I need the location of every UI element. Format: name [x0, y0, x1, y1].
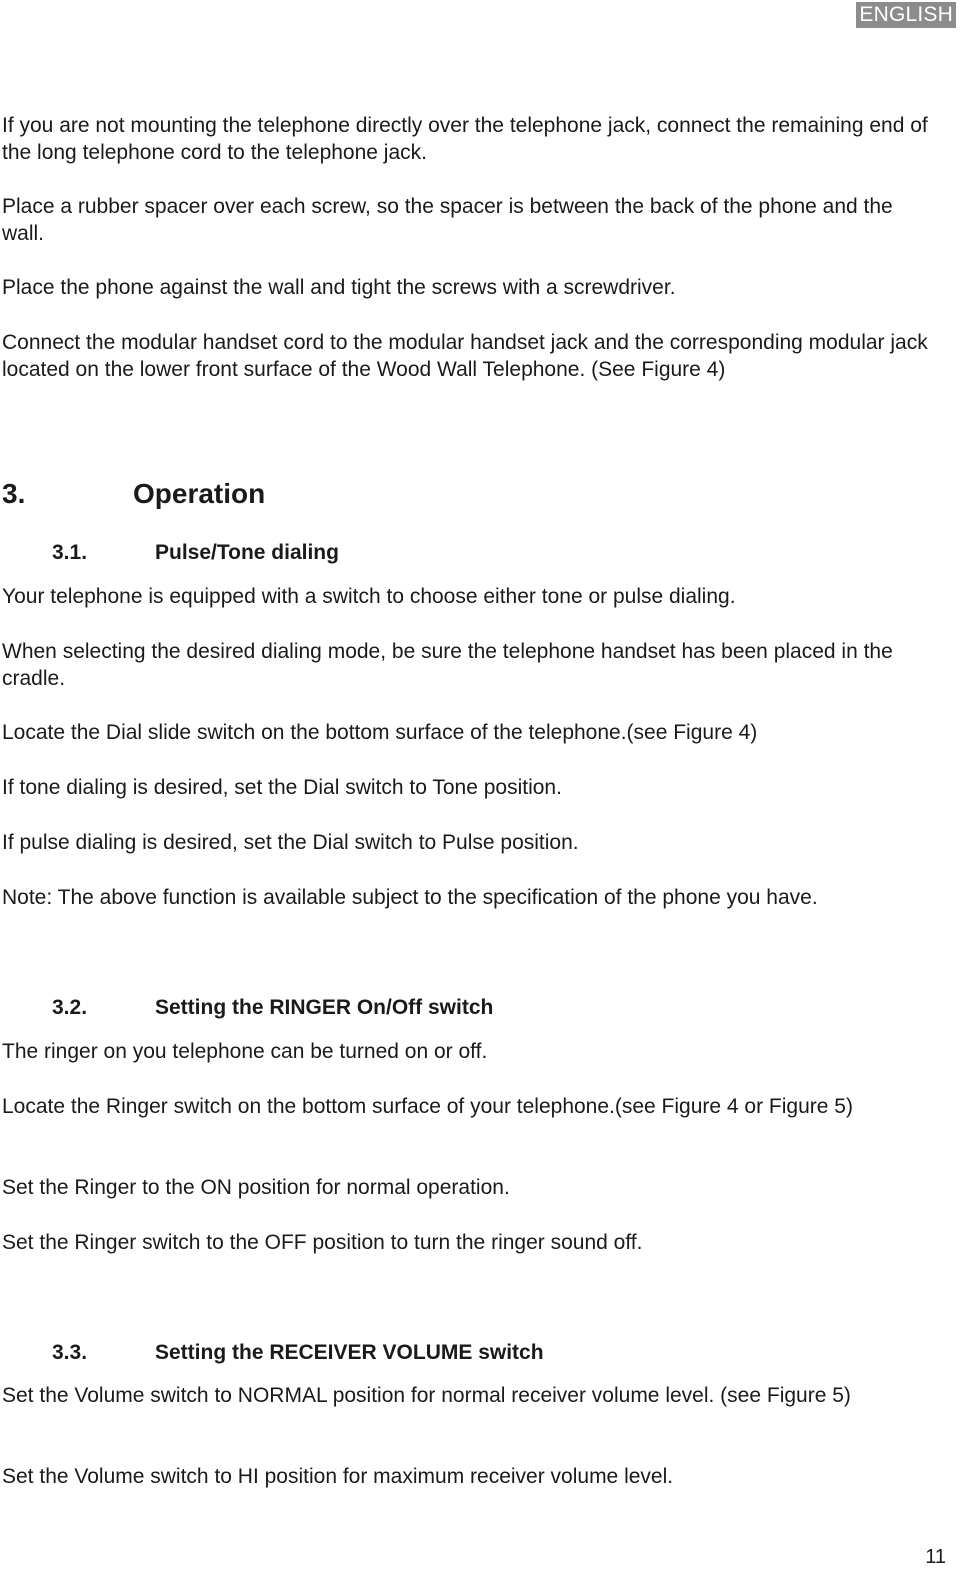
paragraph-tone-dialing: If tone dialing is desired, set the Dial switch to Tone position. [2, 776, 562, 799]
subsection-title: Setting the RINGER On/Off switch [155, 996, 494, 1019]
paragraph-ringer-intro: The ringer on you telephone can be turned on or off. [2, 1040, 488, 1063]
language-tag: ENGLISH [856, 2, 956, 28]
paragraph-ringer-on: Set the Ringer to the ON position for normal operation. [2, 1176, 510, 1199]
paragraph-handset-cradle: When selecting the desired dialing mode, be sure the telephone handset has been placed in the cradle. [2, 640, 893, 690]
paragraph-dial-switch-intro: Your telephone is equipped with a switch to choose either tone or pulse dialing. [2, 585, 736, 608]
section-title: Operation [133, 478, 266, 509]
subsection-title: Setting the RECEIVER VOLUME switch [155, 1341, 544, 1364]
subsection-title: Pulse/Tone dialing [155, 541, 339, 564]
paragraph-ringer-off: Set the Ringer switch to the OFF position to turn the ringer sound off. [2, 1231, 643, 1254]
section-heading-operation [2, 477, 265, 511]
subsection-heading-ringer [52, 994, 493, 1021]
paragraph-volume-normal: Set the Volume switch to NORMAL position for normal receiver volume level. (see Figure 5) [2, 1384, 851, 1407]
paragraph-locate-dial-switch: Locate the Dial slide switch on the bottom surface of the telephone.(see Figure 4) [2, 721, 758, 744]
page-number: 11 [925, 1546, 946, 1568]
subsection-number: 3.1. [52, 541, 88, 564]
paragraph-pulse-dialing: If pulse dialing is desired, set the Dial switch to Pulse position. [2, 831, 579, 854]
paragraph-volume-hi: Set the Volume switch to HI position for maximum receiver volume level. [2, 1465, 674, 1488]
paragraph-tighten-screws: Place the phone against the wall and tight the screws with a screwdriver. [2, 276, 676, 299]
paragraph-cord-connection: If you are not mounting the telephone directly over the telephone jack, connect the remaining end of the long telephone cord to the telephone jack. [2, 114, 928, 164]
paragraph-note: Note: The above function is available subject to the specification of the phone you have. [2, 886, 818, 909]
subsection-heading-pulse-tone [52, 539, 339, 566]
subsection-number: 3.3. [52, 1341, 88, 1364]
section-number: 3. [2, 478, 26, 509]
subsection-number: 3.2. [52, 996, 88, 1019]
paragraph-locate-ringer-switch: Locate the Ringer switch on the bottom surface of your telephone.(see Figure 4 or Figure 5) [2, 1095, 853, 1118]
subsection-heading-receiver-volume [52, 1339, 544, 1366]
paragraph-rubber-spacer: Place a rubber spacer over each screw, so the spacer is between the back of the phone and the wall. [2, 195, 893, 245]
paragraph-handset-cord: Connect the modular handset cord to the modular handset jack and the corresponding modular jack located on the lower front surface of the Wood Wall Telephone. (See Figure 4) [2, 331, 928, 381]
